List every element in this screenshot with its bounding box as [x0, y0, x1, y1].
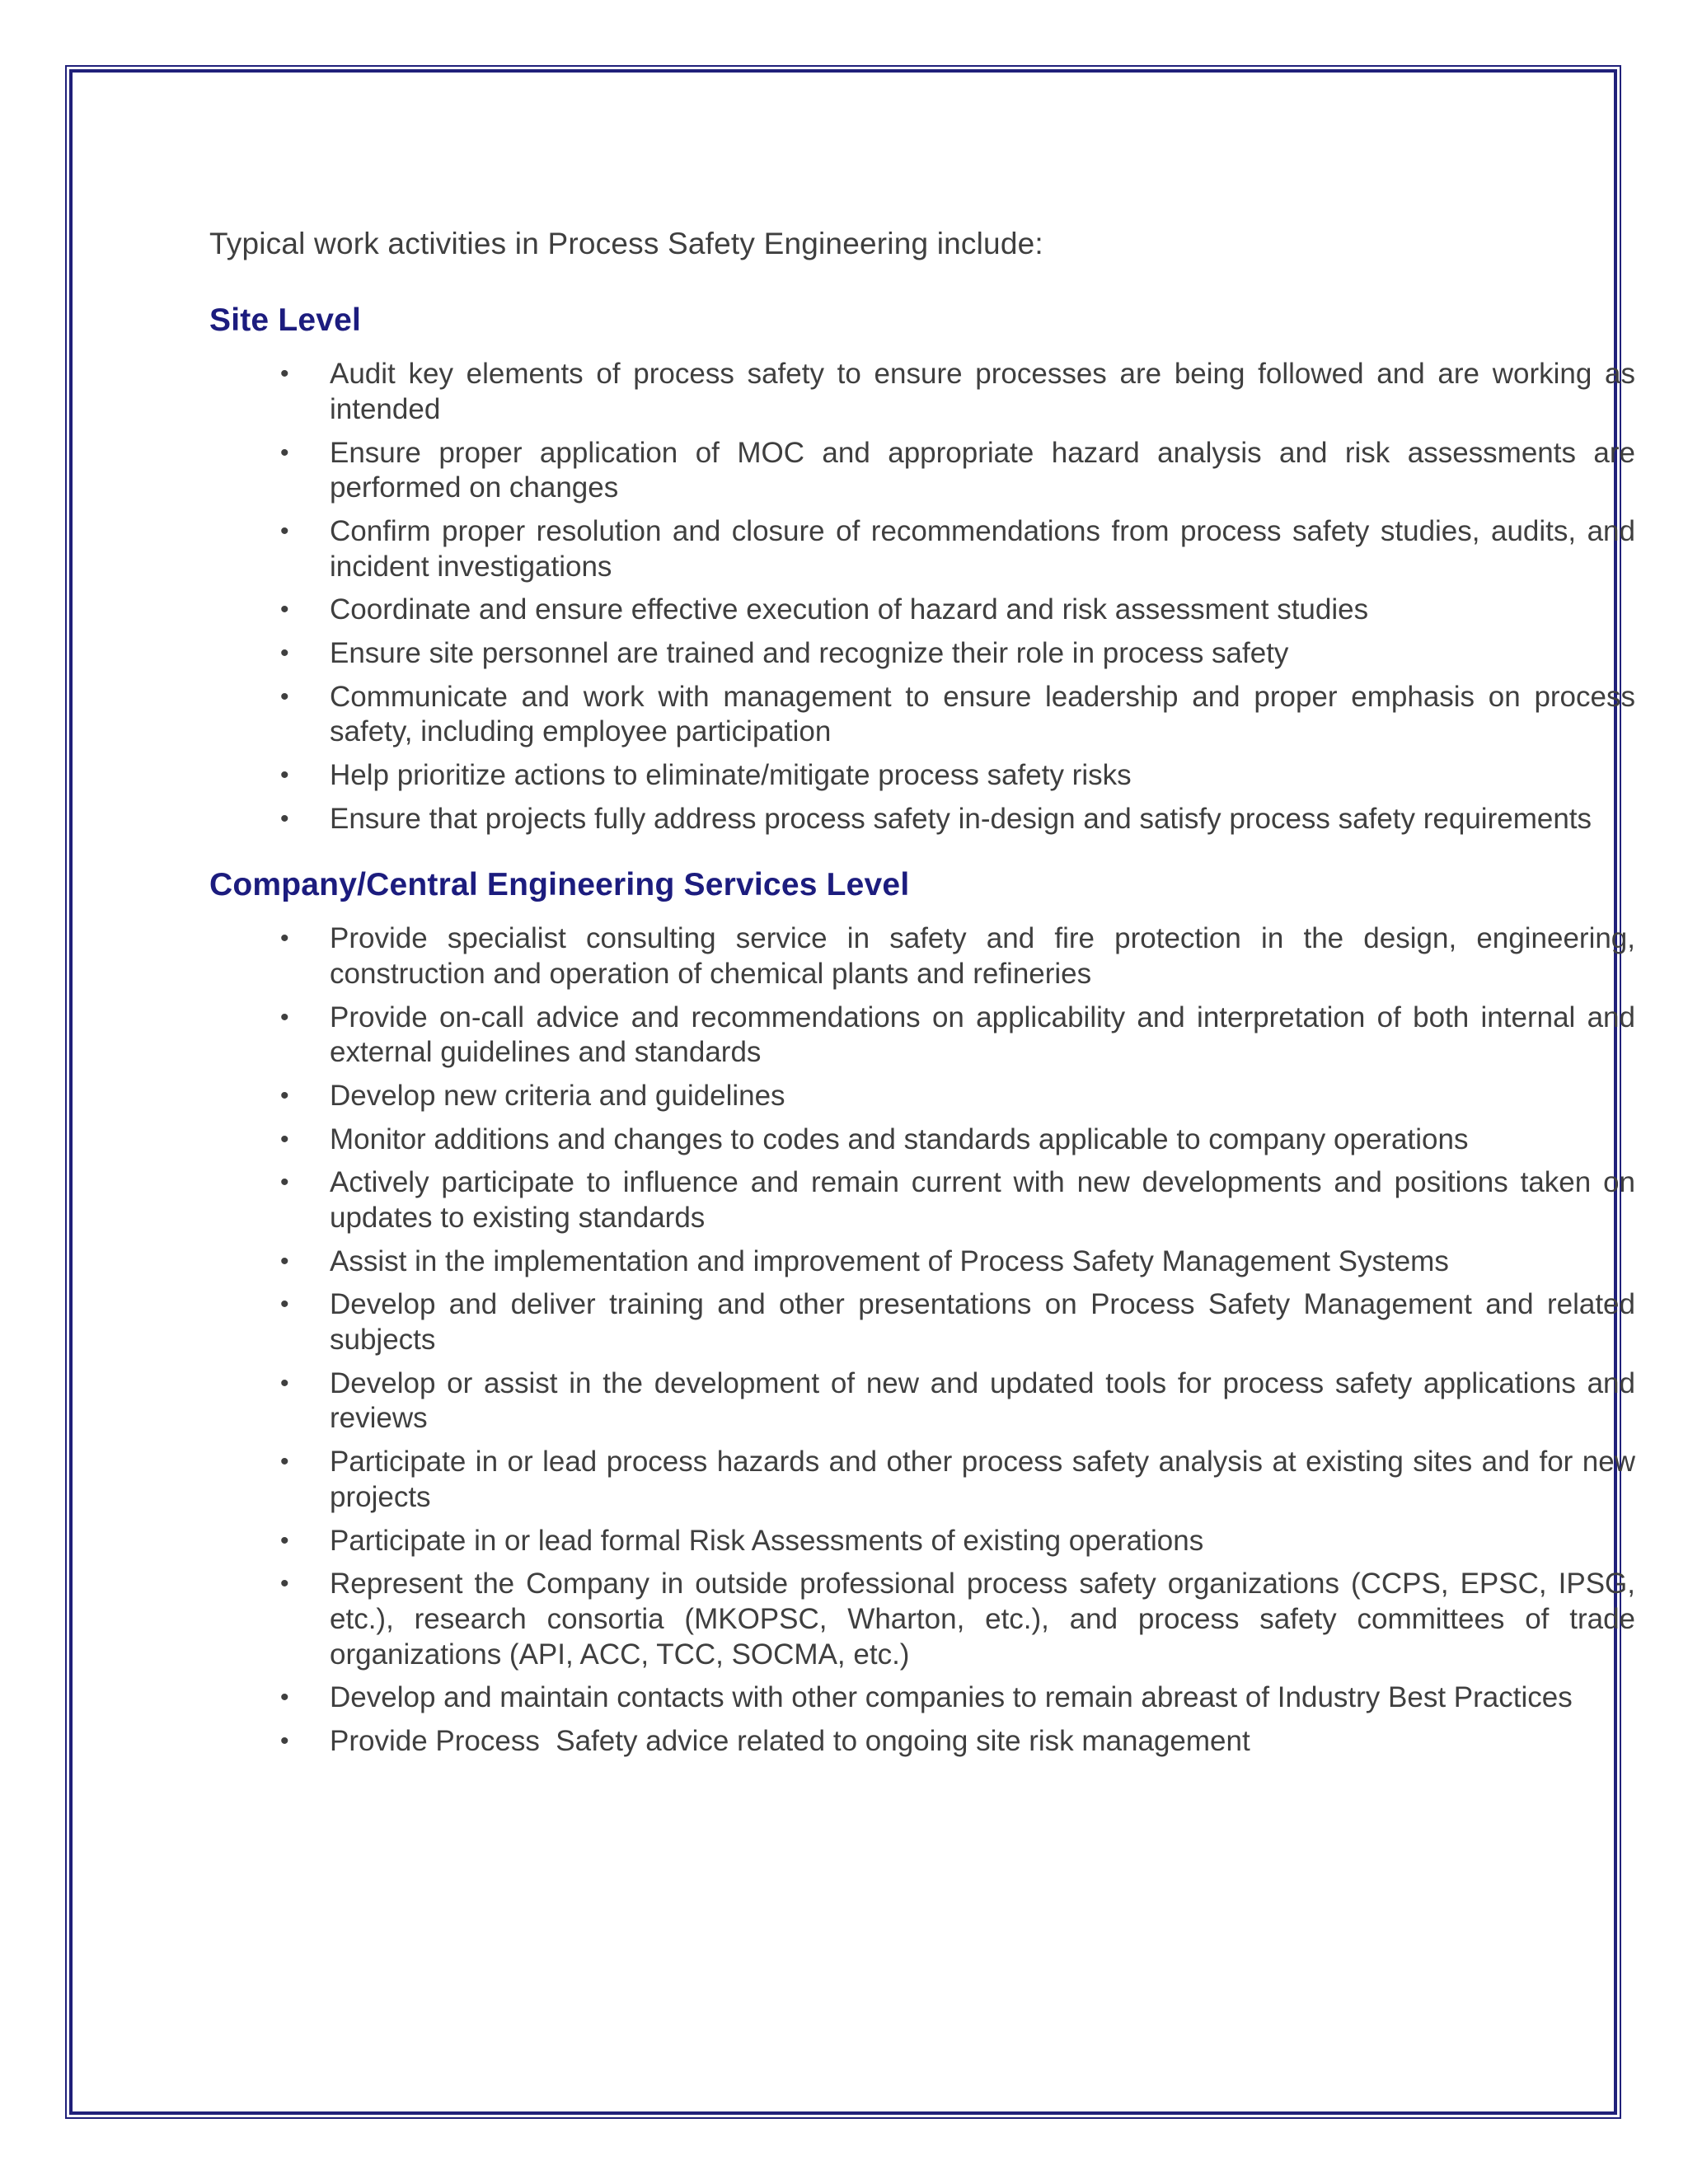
list-item	[280, 1445, 1643, 1515]
list-item-text: Actively participate to influence and remain current with new developments and positions taken on updates to existing standards	[330, 1166, 1643, 1235]
page-content	[209, 226, 1643, 1768]
list-item	[280, 1244, 1635, 1280]
list-item	[280, 357, 1643, 427]
bullet-icon: •	[280, 1369, 289, 1397]
list-item-text: Monitor additions and changes to codes and standards applicable to company operations	[330, 1122, 1469, 1155]
bullet-icon: •	[280, 1684, 289, 1712]
bullet-icon: •	[280, 438, 289, 466]
list-item-text: Ensure proper application of MOC and appropriate hazard analysis and risk assessments are performed on changes	[330, 436, 1643, 504]
list-item-text: Participate in or lead formal Risk Assessments of existing operations	[330, 1524, 1204, 1557]
section-heading: Company/Central Engineering Services Level	[209, 867, 910, 903]
list-item-text: Coordinate and ensure effective execution of hazard and risk assessment studies	[330, 593, 1369, 626]
bullet-icon: •	[280, 1169, 289, 1197]
bullet-icon: •	[280, 804, 289, 832]
page-title: Typical work activities in Process Safety Engineering include:	[209, 227, 1043, 260]
list-item	[280, 680, 1643, 750]
bullet-icon: •	[280, 1727, 289, 1755]
bullet-icon: •	[280, 682, 289, 710]
list-item	[280, 1165, 1643, 1235]
list-item-text: Help prioritize actions to eliminate/mitigate process safety risks	[330, 759, 1132, 792]
list-item	[280, 1680, 1635, 1716]
list-item-text: Provide specialist consulting service in safety and fire protection in the design, engineering, construction and operation of chemical plants and refineries	[330, 922, 1643, 990]
list-item-text: Ensure that projects fully address process safety in-design and satisfy process safety requirements	[330, 802, 1592, 835]
sections-container	[209, 302, 1643, 1759]
list-item-text: Audit key elements of process safety to ensure processes are being followed and are working as intended	[330, 358, 1643, 425]
list-item-text: Develop or assist in the development of new and updated tools for process safety applications and reviews	[330, 1366, 1643, 1435]
bullet-icon: •	[280, 1448, 289, 1476]
list-item	[280, 593, 1635, 628]
list-item-text: Communicate and work with management to ensure leadership and proper emphasis on process safety, including employee participation	[330, 680, 1643, 748]
list-item-text: Develop and maintain contacts with other companies to remain abreast of Industry Best Practices	[330, 1681, 1573, 1714]
list-item-text: Develop new criteria and guidelines	[330, 1079, 785, 1112]
list-item	[280, 1724, 1635, 1760]
list-item	[280, 1287, 1643, 1357]
list-item	[280, 921, 1643, 991]
list-item	[280, 636, 1635, 672]
bullet-icon: •	[280, 1003, 289, 1031]
list-item-text: Develop and deliver training and other presentations on Process Safety Management and related subjects	[330, 1288, 1643, 1357]
list-item-text: Assist in the implementation and improvement of Process Safety Management Systems	[330, 1244, 1449, 1277]
list-item	[280, 1079, 1635, 1114]
bullet-icon: •	[280, 1247, 289, 1275]
bullet-icon: •	[280, 1526, 289, 1554]
list-item	[280, 1366, 1643, 1436]
bullet-icon: •	[280, 1291, 289, 1319]
list-item-text: Ensure site personnel are trained and recognize their role in process safety	[330, 637, 1289, 669]
bullet-list	[209, 921, 1643, 1759]
list-item	[280, 1001, 1643, 1071]
list-item	[280, 436, 1643, 506]
section-heading: Site Level	[209, 302, 362, 339]
list-item	[280, 514, 1643, 584]
page-border	[69, 69, 1643, 2115]
list-item	[280, 758, 1635, 794]
bullet-icon: •	[280, 360, 289, 388]
list-item-text: Participate in or lead process hazards and other process safety analysis at existing sites and for new projects	[330, 1446, 1643, 1513]
bullet-icon: •	[280, 640, 289, 667]
list-item-text: Provide Process Safety advice related to ongoing site risk management	[330, 1724, 1250, 1757]
bullet-icon: •	[280, 1081, 289, 1109]
bullet-list	[209, 357, 1643, 837]
bullet-icon: •	[280, 517, 289, 545]
bullet-icon: •	[280, 596, 289, 624]
list-item-text: Provide on-call advice and recommendations on applicability and interpretation of both internal and external guidelines and standards	[330, 1001, 1643, 1069]
document-section	[209, 302, 1643, 837]
document-section	[209, 866, 1643, 1759]
bullet-icon: •	[280, 1570, 289, 1598]
list-item	[280, 802, 1635, 837]
list-item	[280, 1524, 1635, 1559]
list-item	[280, 1567, 1643, 1672]
list-item-text: Represent the Company in outside professional process safety organizations (CCPS, EPSC, IPSG, etc.), research consortia (MKOPSC, Wharton, etc.), and process safety committees of trade organizations (API, ACC, TCC, SOCMA, etc.)	[330, 1568, 1643, 1671]
bullet-icon: •	[280, 762, 289, 790]
bullet-icon: •	[280, 925, 289, 953]
list-item-text: Confirm proper resolution and closure of recommendations from process safety studies, audits, and incident investigations	[330, 514, 1643, 583]
bullet-icon: •	[280, 1125, 289, 1153]
list-item	[280, 1122, 1635, 1158]
